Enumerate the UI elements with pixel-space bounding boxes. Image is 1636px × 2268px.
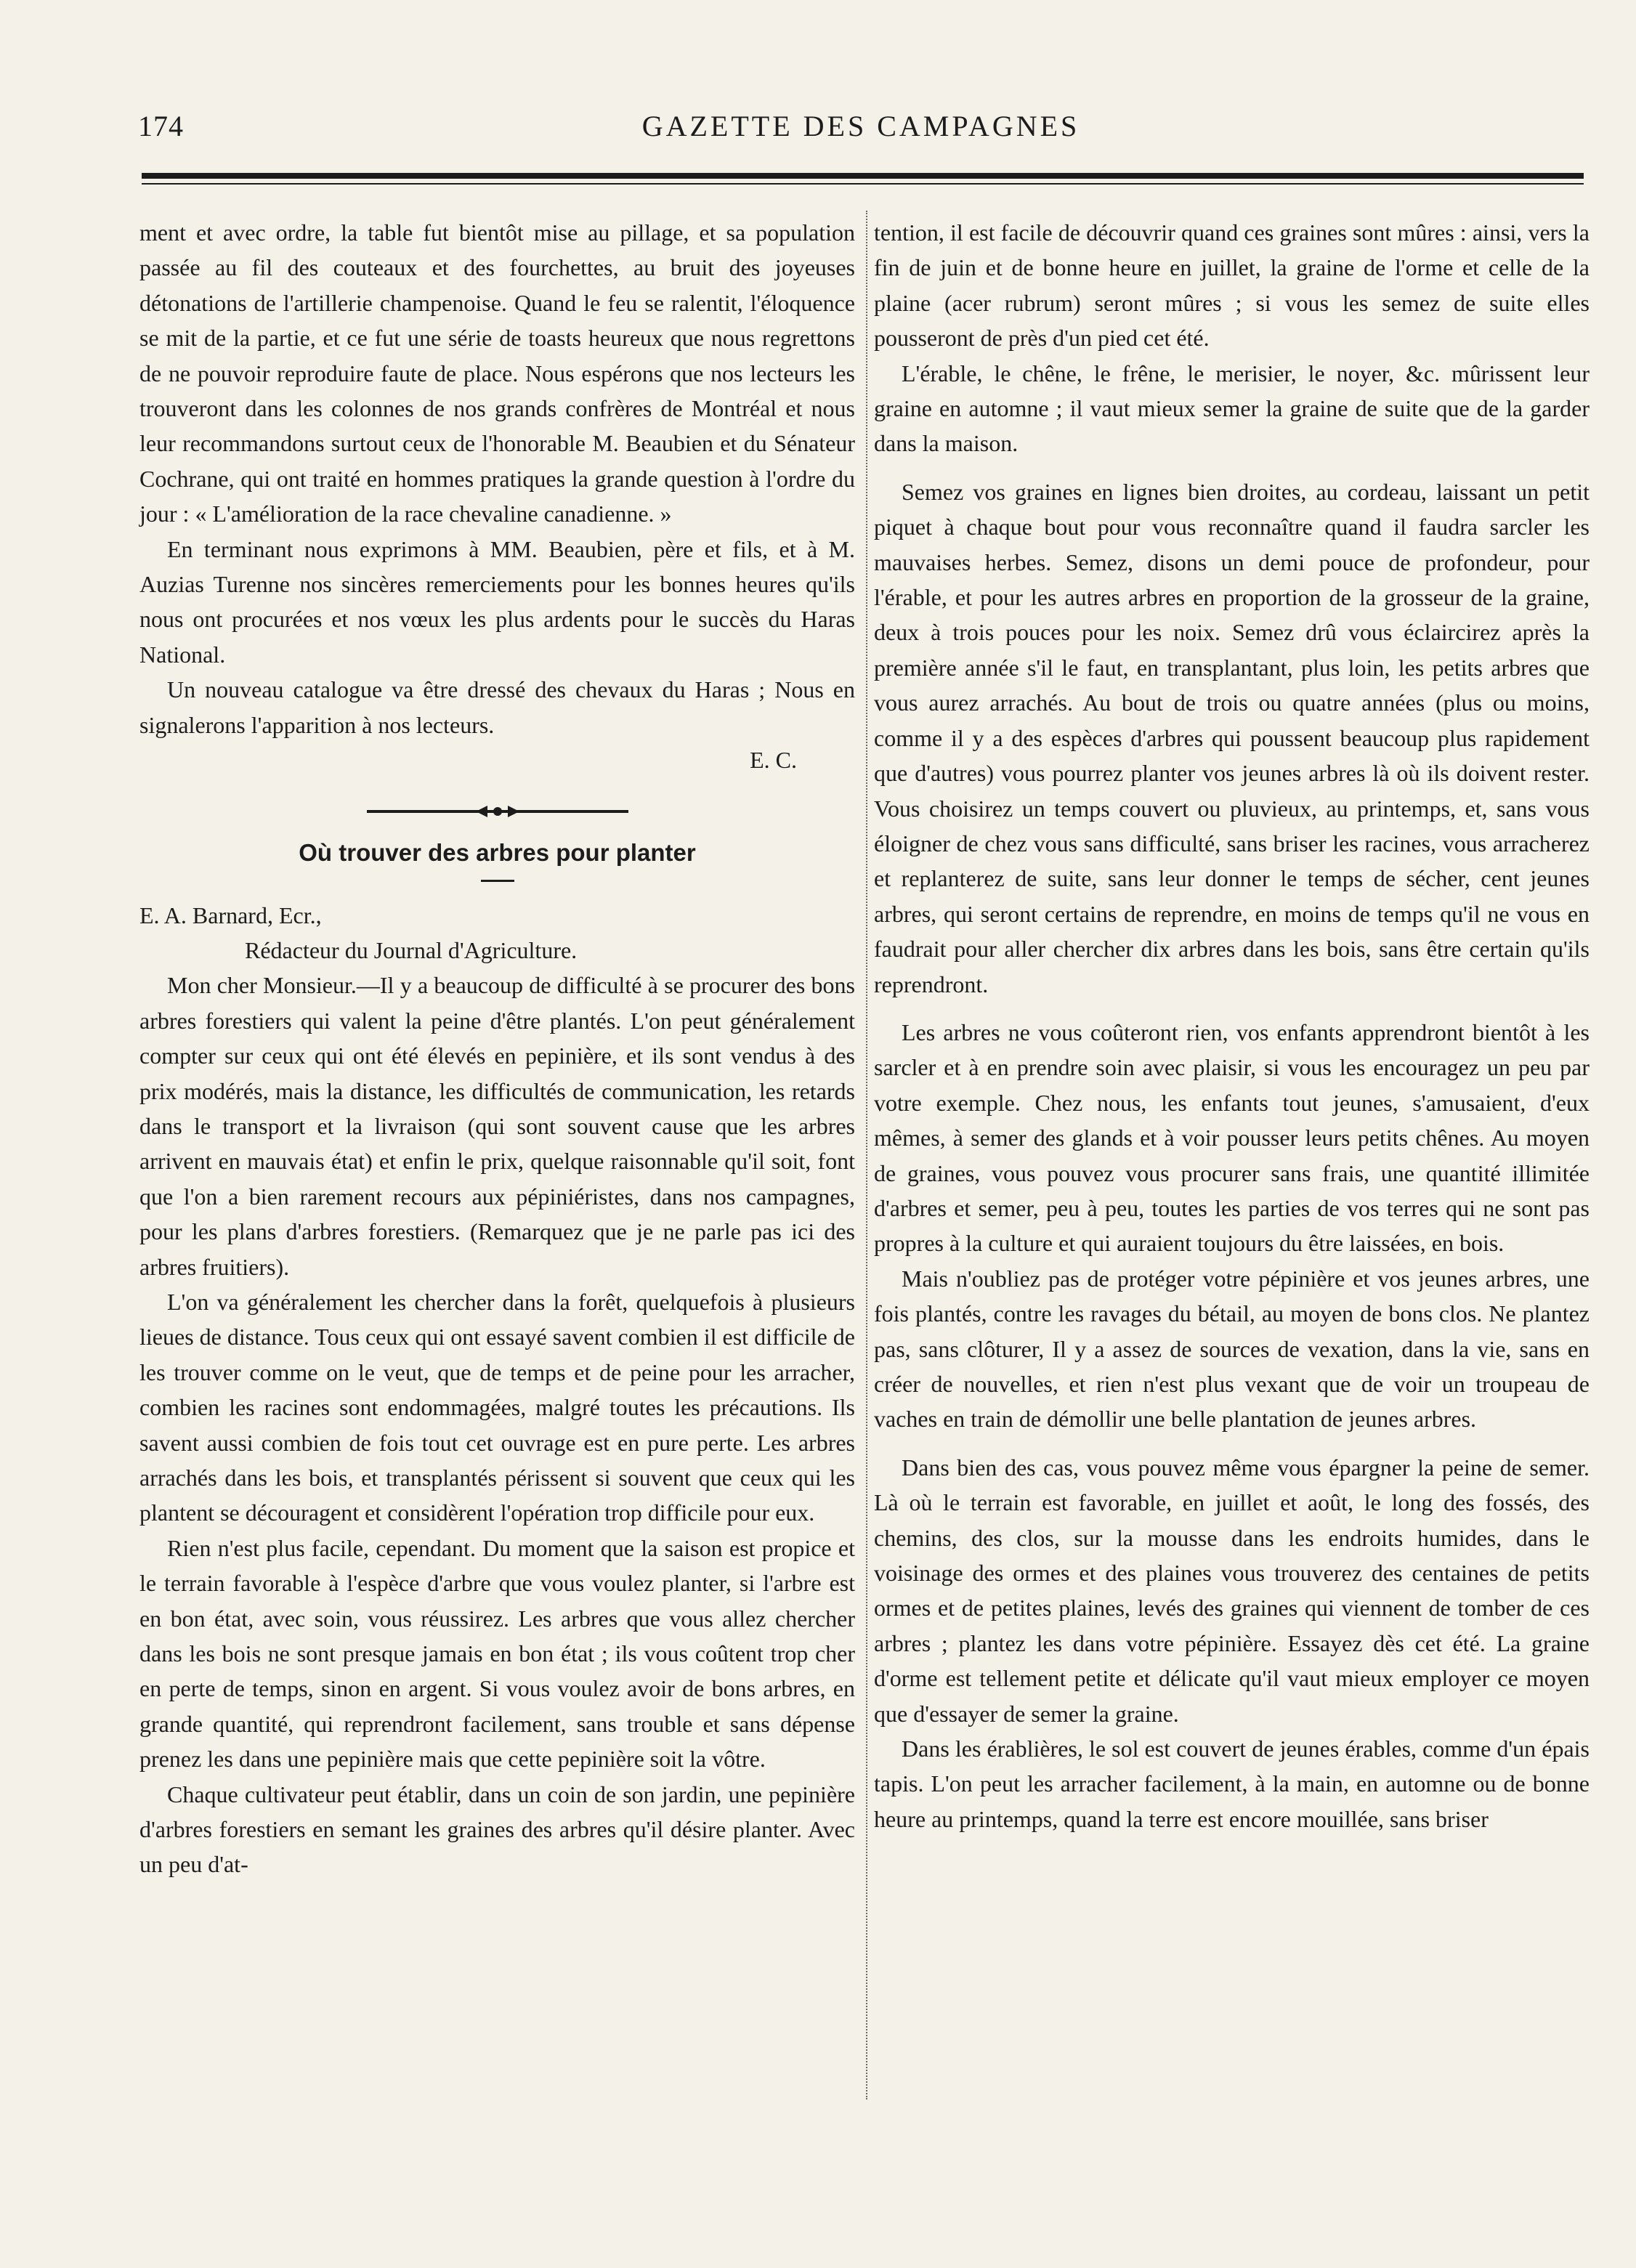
title-rule xyxy=(481,880,514,882)
article-paragraph-3: Rien n'est plus facile, cependant. Du moment que la saison est propice et le terrain favorable à l'espèce d'arbre que vous voulez planter, si l'arbre est en bon état, avec soin, vous réussirez. Les arbres que vous allez chercher dans les bois ne sont presque jamais en bon état ; ils vous coûtent trop cher en perte de temps, sinon en argent. Si vous voulez avoir de bons arbres, en grande quantité, qui reprendront facilement, sans trouble et sans dépense prenez les dans une pepinière mais que cette pepinière soit la vôtre. xyxy=(139,1534,855,1773)
paragraph-gap xyxy=(874,1002,1590,1015)
article-paragraph-1: Mon cher Monsieur.—Il y a beaucoup de difficulté à se procurer des bons arbres forestiers qui valent la peine d'être plantés. L'on peut généralement compter sur ceux qui ont été élevés en pepinière, et ils sont vendus à des prix modérés, mais la distance, les difficultés de communication, les retards dans le transport et la livraison (qui sont souvent cause que les arbres arrivent en mauvais état) et enfin le prix, quelque raisonnable qu'il soit, font que l'on a bien rarement recours aux pépiniéristes, dans nos campagnes, pour les plans d'arbres forestiers. (Remarquez que je ne parle pas ici des arbres fruitiers). xyxy=(139,972,855,1280)
article-title: Où trouver des arbres pour planter xyxy=(299,838,696,866)
addressee-name: E. A. Barnard, Ecr., xyxy=(139,902,322,928)
right-paragraph-5: Mais n'oubliez pas de protéger votre pépinière et vos jeunes arbres, une fois plantés, contre les ravages du bétail, au moyen de bons clos. Ne plantez pas, sans clôturer, Il y a assez de sources de vexation, dans la vie, sans en créer de nouvelles, et rien n'est plus vexant que de voir un troupeau de vaches en train de démollir une belle plantation de jeunes arbres. xyxy=(874,1265,1590,1433)
paragraph-gap xyxy=(874,461,1590,474)
right-paragraph-1: tention, il est facile de découvrir quand ces graines sont mûres : ainsi, vers la fin de juin et de bonne heure en juillet, la graine de l'orme et celle de la plaine (acer rubrum) seront mûres ; si vous les semez de suite elles pousseront de près d'un pied cet été. xyxy=(874,219,1590,352)
right-paragraph-2: L'érable, le chêne, le frêne, le merisier, le noyer, &c. mûrissent leur graine en automne ; il vaut mieux semer la graine de suite que de la garder dans la maison. xyxy=(874,360,1590,457)
header-rule-thin xyxy=(142,183,1584,185)
column-divider xyxy=(866,211,867,2099)
ornament-divider xyxy=(360,801,636,822)
right-paragraph-6: Dans bien des cas, vous pouvez même vous épargner la peine de semer. Là où le terrain est favorable, en juillet et août, le long des fossés, des chemins, des clos, sur la mousse dans les endroits humides, dans le voisinage des ormes et des plaines vous trouverez des centaines de petits ormes et de petites plaines, levés des graines qui viennent de tomber de ces arbres ; plantez les dans votre pépinière. Essayez dès cet été. La graine d'orme est tellement petite et délicate qu'il vaut mieux employer ce moyen que d'essayer de semer la graine. xyxy=(874,1454,1590,1727)
right-paragraph-3: Semez vos graines en lignes bien droites, au cordeau, laissant un petit piquet à chaque bout pour vous reconnaître quand il faudra sarcler les mauvaises herbes. Semez, disons un demi pouce de profondeur, pour l'érable, et pour les autres arbres en proportion de la grosseur de la graine, deux à trois pouces pour les noix. Semez drû vous éclaircirez après la première année s'il le faut, en transplantant, plus loin, les petits arbres que vous aurez arrachés. Au bout de trois ou quatre années (plus ou moins, comme il y a des espèces d'arbres qui poussent beaucoup plus rapidement que d'autres) vous pourrez planter vos jeunes arbres là où ils doivent rester. Vous choisirez un temps couvert ou pluvieux, au printemps, et, sans vous éloigner de chez vous sans difficulté, sans briser les racines, vous arracherez et replanterez de suite, sans leur donner le temps de sécher, cent jeunes arbres, qui seront certains de reprendre, en moins de temps qu'il ne vous en faudrait pour aller chercher dix arbres dans les bois, sans être certain qu'ils reprendront. xyxy=(874,478,1590,997)
page-number: 174 xyxy=(138,110,184,142)
article-paragraph-4: Chaque cultivateur peut établir, dans un coin de son jardin, une pepinière d'arbres forestiers en semant les graines des arbres qu'il désire planter. Avec un peu d'at- xyxy=(139,1781,855,1878)
left-column xyxy=(139,215,855,1882)
right-column xyxy=(874,215,1590,1836)
addressee-title: Rédacteur du Journal d'Agriculture. xyxy=(245,936,578,963)
right-paragraph-4: Les arbres ne vous coûteront rien, vos enfants apprendront bientôt à les sarcler et à en prendre soin avec plaisir, si vous les encouragez un peu par votre exemple. Chez nous, les enfants tout jeunes, s'amusaient, d'eux mêmes, à semer des glands et à voir pousser leurs petits chênes. Au moyen de graines, vous pouvez vous procurer sans frais, une quantité illimitée d'arbres et semer, peu à peu, toutes les parties de vos terres qui ne sont pas propres à la culture et qui auraient toujours du être laissées, en bois. xyxy=(874,1018,1590,1257)
paragraph-gap xyxy=(874,1437,1590,1450)
left-paragraph-1: ment et avec ordre, la table fut bientôt mise au pillage, et sa population passée au fil des couteaux et des fourchettes, au bruit des joyeuses détonations de l'artillerie champenoise. Quand le feu se ralentit, l'éloquence se mit de la partie, et ce fut une série de toasts heureux que nous regrettons de ne pouvoir reproduire faute de place. Nous espérons que nos lecteurs les trouveront dans les colonnes de nos grands confrères de Montréal et nous leur recommandons surtout ceux de l'honorable M. Beaubien et du Sénateur Cochrane, qui ont traité en hommes pratiques la grande question à l'ordre du jour : « L'amélioration de la race chevaline canadienne. » xyxy=(139,219,855,527)
article-paragraph-2: L'on va généralement les chercher dans la forêt, quelquefois à plusieurs lieues de distance. Tous ceux qui ont essayé savent combien il est difficile de les trouver comme on le veut, que de temps et de peine pour les arracher, combien les racines sont endommagées, malgré toutes les précautions. Ils savent aussi combien de fois tout cet ouvrage est en pure perte. Les arbres arrachés dans les bois, et transplantés périssent si souvent que ceux qui les plantent se découragent et considèrent l'opération trop difficile pour eux. xyxy=(139,1288,855,1526)
left-paragraph-2: En terminant nous exprimons à MM. Beaubien, père et fils, et à M. Auzias Turenne nos sincères remerciements pour les bonnes heures qu'ils nous ont procurées et nos vœux les plus ardents pour le succès du Haras National. xyxy=(139,535,855,668)
right-paragraph-7: Dans les érablières, le sol est couvert de jeunes érables, comme d'un épais tapis. L'on peut les arracher facilement, à la main, en automne ou de bonne heure au printemps, quand la terre est encore mouillée, sans briser xyxy=(874,1736,1590,1832)
signature: E. C. xyxy=(750,747,797,774)
running-title: GAZETTE DES CAMPAGNES xyxy=(641,110,1080,142)
page-header xyxy=(138,109,1584,160)
header-rule-thick xyxy=(142,173,1584,179)
left-paragraph-3: Un nouveau catalogue va être dressé des chevaux du Haras ; Nous en signalerons l'apparition à nos lecteurs. xyxy=(139,676,855,738)
